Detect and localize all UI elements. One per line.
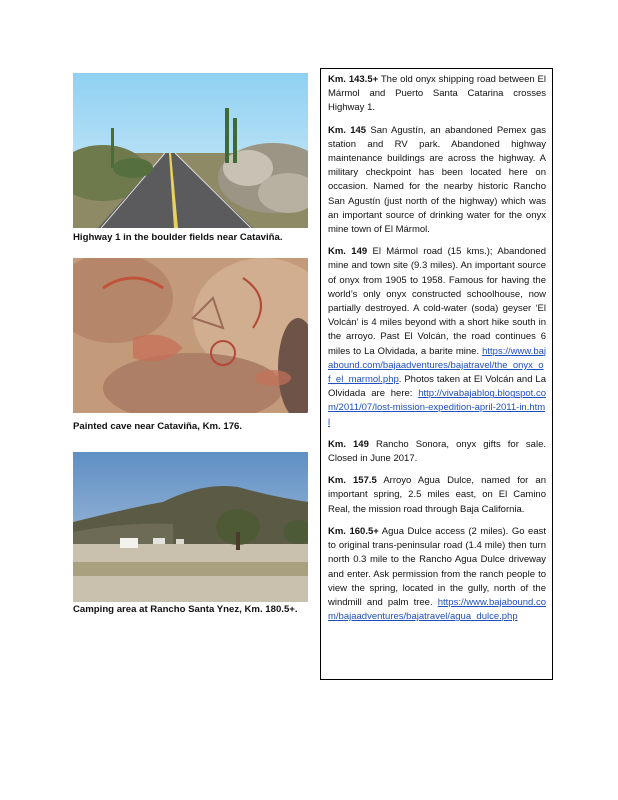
entry-km-160-5 [328, 525, 546, 624]
entry-km-149-marmol [328, 245, 546, 430]
entry-km-149-sonora [328, 438, 546, 466]
km-label: Km. 149 [328, 246, 368, 258]
camping-caption: Camping area at Rancho Santa Ynez, Km. 180.5+. [73, 604, 298, 615]
highway-photo [73, 73, 308, 228]
entry-km-143-5 [328, 73, 546, 116]
km-label: Km. 160.5+ [328, 525, 379, 537]
cave-caption: Painted cave near Cataviña, Km. 176. [73, 421, 243, 432]
entry-km-157-5 [328, 474, 546, 517]
agua-dulce-link[interactable]: https://www.bajabound.com/bajaadventures/bajatravel/agua_dulce.php [328, 596, 546, 623]
entry-km-145 [328, 124, 546, 238]
entry-text: San Agustín, an abandoned Pemex gas station and RV park. Abandoned highway maintenance buildings are across the highway. A military checkpoint has been located here on occasion. Named for the nearby historic Rancho San Agustín (just north of the highway) which was an important source of drinking water for the onyx mine town of El Mármol. [328, 124, 546, 236]
entry-text-2: . Photos taken at El Volcán and La Olvidada are here: [328, 374, 546, 400]
highway-caption: Highway 1 in the boulder fields near Cataviña. [73, 232, 283, 243]
km-label: Km. 143.5+ [328, 74, 379, 85]
entry-text: The old onyx shipping road between El Mármol and Puerto Santa Catarina crosses Highway 1. [328, 74, 546, 114]
km-label: Km. 157.5 [328, 475, 377, 487]
marmol-link[interactable]: https://www.bajabound.com/bajaadventures/bajatravel/the_onyx_of_el_marmol.php [328, 345, 546, 386]
entry-text: Rancho Sonora, onyx gifts for sale. Closed in June 2017. [328, 438, 546, 465]
camping-photo [73, 452, 308, 602]
km-label: Km. 149 [328, 438, 369, 450]
entry-text: Agua Dulce access (2 miles). Go east to original trans-peninsular road (1.4 mile) then turn north 0.3 mile to the Rancho Agua Dulce driveway and enter. Ask permission from the ranch people to view the spring, located in the gully, north of the windmill and palm tree. [328, 525, 546, 608]
entry-text: Arroyo Agua Dulce, named for an important spring, 2.5 miles east, on El Camino Real, the mission road through Baja California. [328, 475, 546, 515]
entry-text: El Mármol road (15 kms.); Abandoned mine and town site (9.3 miles). An important source of onyx from 1905 to 1958. Famous for having the world’s only onyx constructed schoolhouse, now partially destroyed. A cold-water (soda) geyser ‘El Volcán’ is 4 miles beyond with a short hike south in the arroyo. Past El Volcán, the road continues 6 miles to La Olvidada, a barite mine. [328, 246, 546, 357]
km-log-textbox [320, 68, 553, 680]
vivabaja-link[interactable]: http://vivabajablog.blogspot.com/2011/07/lost-mission-expedition-april-2011-in.html [328, 388, 546, 428]
km-label: Km. 145 [328, 124, 367, 136]
cave-photo [73, 258, 308, 413]
